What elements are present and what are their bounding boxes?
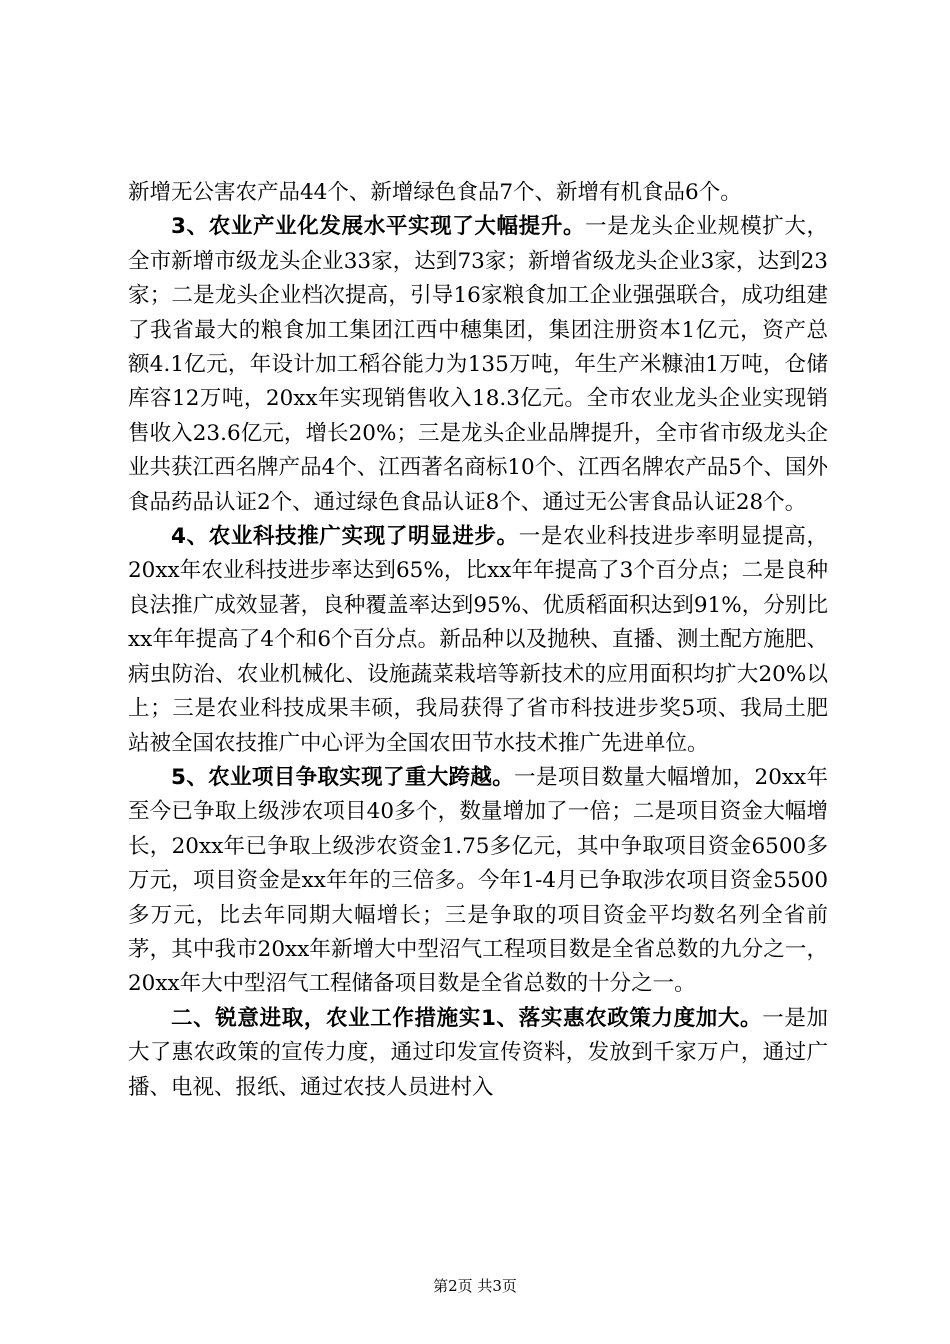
paragraph-4-text: 一是项目数量大幅增加，20xx年至今已争取上级涉农项目40多个，数量增加了一倍；二是项目资金大幅增长，20xx年已争取上级涉农资金1.75多亿元，其中争取项目资金6500多万元，项目资金是xx年年的三倍多。今年1-4月已争取涉农项目资金5500多万元，比去年同期大幅增长；三是争取的项目资金平均数名列全省前茅，其中我市20xx年新增大中型沼气工程项目数是全省总数的九分之一，20xx年大中型沼气工程储备项目数是全省总数的十分之一。 bbox=[128, 764, 828, 997]
paragraph-4-heading: 5、农业项目争取实现了重大跨越。 bbox=[171, 764, 515, 790]
paragraph-2-heading: 3、农业产业化发展水平实现了大幅提升。 bbox=[171, 214, 586, 240]
paragraph-1-text: 新增无公害农产品44个、新增绿色食品7个、新增有机食品6个。 bbox=[128, 180, 742, 205]
paragraph-4 bbox=[128, 761, 828, 1002]
paragraph-1 bbox=[128, 176, 828, 210]
paragraph-5-text: 一是加大了惠农政策的宣传力度，通过印发宣传资料，发放到千家万户，通过广播、电视、报纸、通过农技人员进村入 bbox=[128, 1005, 828, 1100]
paragraph-5 bbox=[128, 1002, 828, 1105]
document-body bbox=[128, 176, 828, 1105]
page-footer bbox=[0, 1276, 950, 1296]
paragraph-3-heading: 4、农业科技推广实现了明显进步。 bbox=[171, 524, 519, 550]
page-number-label: 第2页 共3页 bbox=[433, 1277, 517, 1295]
paragraph-5-heading: 二、锐意进取，农业工作措施实1、落实惠农政策力度加大。 bbox=[171, 1005, 763, 1031]
paragraph-3 bbox=[128, 520, 828, 761]
paragraph-3-text: 一是农业科技进步率明显提高，20xx年农业科技进步率达到65%，比xx年年提高了3个百分点；二是良种良法推广成效显著，良种覆盖率达到95%、优质稻面积达到91%，分别比xx年年提高了4个和6个百分点。新品种以及抛秧、直播、测土配方施肥、病虫防治、农业机械化、设施蔬菜栽培等新技术的应用面积均扩大20%以上；三是农业科技成果丰硕，我局获得了省市科技进步奖5项、我局土肥站被全国农技推广中心评为全国农田节水技术推广先进单位。 bbox=[128, 524, 828, 756]
paragraph-2-text: 一是龙头企业规模扩大，全市新增市级龙头企业33家，达到73家；新增省级龙头企业3家，达到23家；二是龙头企业档次提高，引导16家粮食加工企业强强联合，成功组建了我省最大的粮食加工集团江西中穗集团，集团注册资本1亿元，资产总额4.1亿元，年设计加工稻谷能力为135万吨，年生产米糠油1万吨，仓储库容12万吨，20xx年实现销售收入18.3亿元。全市农业龙头企业实现销售收入23.6亿元，增长20%；三是龙头企业品牌提升，全市省市级龙头企业共获江西名牌产品4个、江西著名商标10个、江西名牌农产品5个、国外食品药品认证2个、通过绿色食品认证8个、通过无公害食品认证28个。 bbox=[128, 214, 828, 515]
paragraph-2 bbox=[128, 210, 828, 520]
